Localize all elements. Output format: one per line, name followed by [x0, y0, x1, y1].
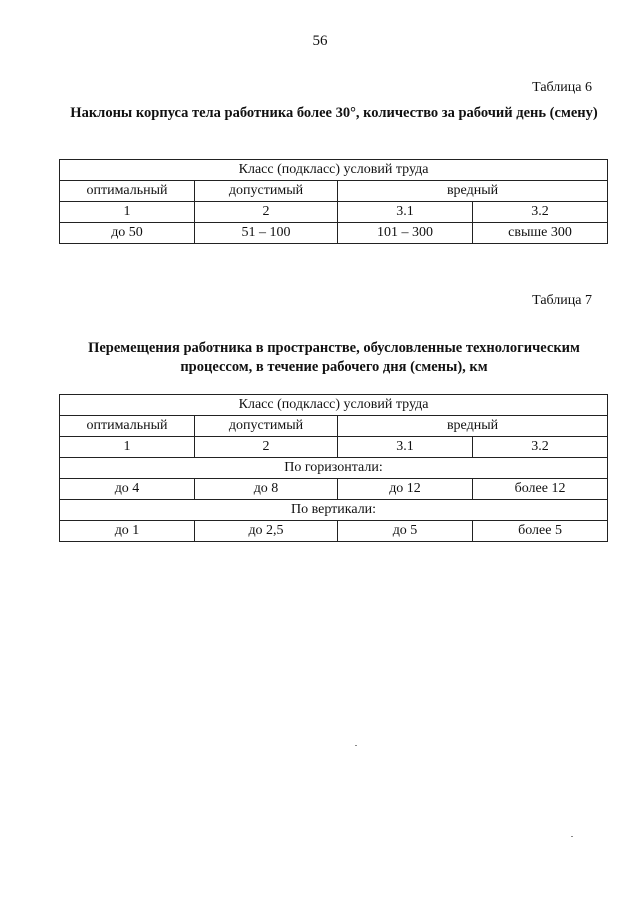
table-7-subclass-cell: 2	[195, 437, 338, 458]
table-7-horizontal-cell: более 12	[473, 479, 608, 500]
table-7-vertical-label: По вертикали:	[60, 500, 608, 521]
table-7-header-row	[60, 395, 608, 416]
table-7-vertical-label-row	[60, 500, 608, 521]
table-7-vertical-cell: до 5	[338, 521, 473, 542]
page-number: 56	[312, 33, 328, 49]
table-7-horizontal-cell: до 12	[338, 479, 473, 500]
table-7-class-row	[60, 416, 608, 437]
table-6-header-row	[60, 160, 608, 181]
table-7-title: Перемещения работника в пространстве, обусловленные технологическим процессом, в течение рабочего дня (смены), км	[88, 340, 580, 375]
table-7-horizontal-label-row	[60, 458, 608, 479]
table-6-class-acceptable: допустимый	[195, 181, 338, 202]
table-6-value-cell: 101 – 300	[338, 223, 473, 244]
table-7-class-optimal: оптимальный	[60, 416, 195, 437]
table-6-title: Наклоны корпуса тела работника более 30°, количество за рабочий день (смену)	[70, 105, 598, 121]
table-6-subclass-cell: 2	[195, 202, 338, 223]
table-7-horizontal-label: По горизонтали:	[60, 458, 608, 479]
table-6-subclass-cell: 3.1	[338, 202, 473, 223]
table-7-horizontal-cell: до 8	[195, 479, 338, 500]
table-7-vertical-cell: до 1	[60, 521, 195, 542]
table-6-header-main: Класс (подкласс) условий труда	[60, 160, 608, 181]
table-7-class-harmful: вредный	[338, 416, 608, 437]
scan-speck	[355, 745, 357, 746]
table-7-subclass-cell: 3.2	[473, 437, 608, 458]
table-6-value-cell: до 50	[60, 223, 195, 244]
table-7-horizontal-cell: до 4	[60, 479, 195, 500]
table-7-subclass-row	[60, 437, 608, 458]
table-7-subclass-cell: 1	[60, 437, 195, 458]
table-6-value-cell: 51 – 100	[195, 223, 338, 244]
table-6-class-optimal: оптимальный	[60, 181, 195, 202]
table-7-vertical-cell: более 5	[473, 521, 608, 542]
table-6-subclass-row	[60, 202, 608, 223]
table-6-value-row	[60, 223, 608, 244]
table-7-label: Таблица 7	[532, 293, 592, 308]
table-6	[59, 159, 608, 244]
table-6-class-harmful: вредный	[338, 181, 608, 202]
table-7-horizontal-row	[60, 479, 608, 500]
table-6-label: Таблица 6	[532, 80, 592, 95]
table-7-subclass-cell: 3.1	[338, 437, 473, 458]
table-6-class-row	[60, 181, 608, 202]
table-6-value-cell: свыше 300	[473, 223, 608, 244]
table-7-vertical-cell: до 2,5	[195, 521, 338, 542]
table-7-vertical-row	[60, 521, 608, 542]
scan-speck	[571, 836, 573, 837]
table-7-header-main: Класс (подкласс) условий труда	[60, 395, 608, 416]
table-7	[59, 394, 608, 542]
table-7-class-acceptable: допустимый	[195, 416, 338, 437]
table-6-subclass-cell: 3.2	[473, 202, 608, 223]
table-6-subclass-cell: 1	[60, 202, 195, 223]
